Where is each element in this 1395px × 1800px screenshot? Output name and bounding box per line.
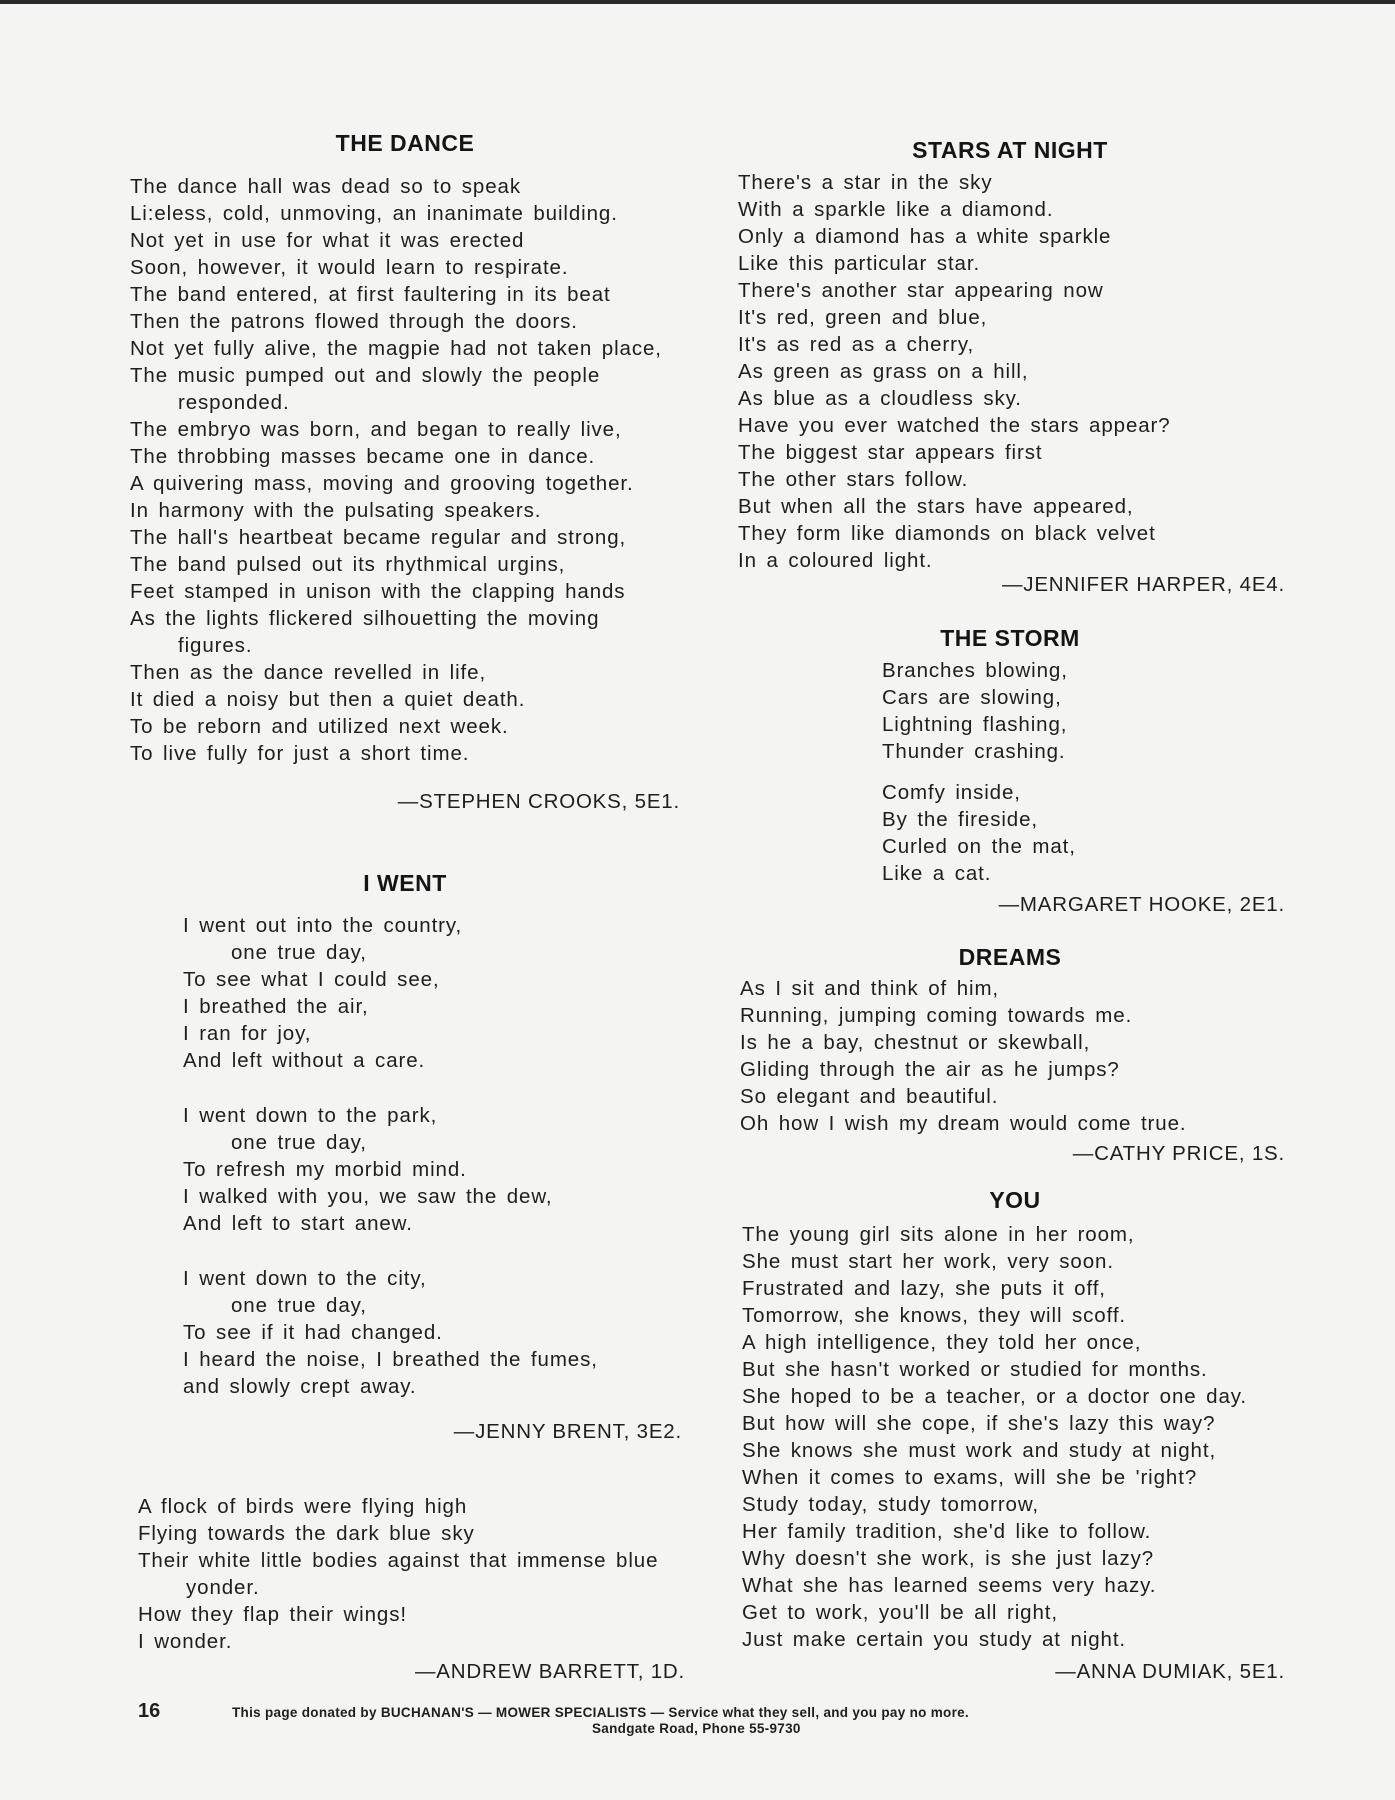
poem-line: I went down to the city, bbox=[183, 1267, 427, 1290]
poem-line: The other stars follow. bbox=[738, 468, 969, 491]
poem-line: As blue as a cloudless sky. bbox=[738, 387, 1022, 410]
poem-birds bbox=[138, 1493, 698, 1655]
poem-line: She knows she must work and study at night, bbox=[742, 1439, 1217, 1462]
poem-author: —STEPHEN CROOKS, 5E1. bbox=[397, 790, 680, 813]
poem-line: And left without a care. bbox=[183, 1049, 426, 1072]
poem-line: Comfy inside, bbox=[882, 781, 1021, 804]
poem-line: And left to start anew. bbox=[183, 1212, 413, 1235]
poem-line: It's as red as a cherry, bbox=[738, 333, 975, 356]
poem-line: Curled on the mat, bbox=[882, 835, 1076, 858]
poem-title: THE STORM bbox=[940, 625, 1080, 651]
poem-line: Just make certain you study at night. bbox=[742, 1628, 1127, 1651]
poem-line: In a coloured light. bbox=[738, 549, 933, 572]
poem-line: I walked with you, we saw the dew, bbox=[183, 1185, 553, 1208]
poem-line: Not yet fully alive, the magpie had not taken place, bbox=[130, 337, 662, 360]
poem-line: How they flap their wings! bbox=[138, 1603, 407, 1626]
poem-line: There's another star appearing now bbox=[738, 279, 1104, 302]
poem-line: Branches blowing, bbox=[882, 659, 1068, 682]
poem-author: —JENNIFER HARPER, 4E4. bbox=[1001, 573, 1285, 596]
poem-line: Then as the dance revelled in life, bbox=[130, 661, 487, 684]
poem-line: So elegant and beautiful. bbox=[740, 1085, 999, 1108]
poem-title: STARS AT NIGHT bbox=[912, 137, 1108, 163]
poem-stars-at-night bbox=[738, 169, 1298, 574]
poem-line: Feet stamped in unison with the clapping hands bbox=[130, 580, 626, 603]
poem-line: Soon, however, it would learn to respirate. bbox=[130, 256, 569, 279]
page-number: 16 bbox=[138, 1700, 161, 1722]
poem-line: Like a cat. bbox=[882, 862, 992, 885]
poem-line: Gliding through the air as he jumps? bbox=[740, 1058, 1120, 1081]
poem-author: —JENNY BRENT, 3E2. bbox=[453, 1420, 682, 1443]
poem-author: —CATHY PRICE, 1S. bbox=[1072, 1142, 1285, 1165]
poem-title: I WENT bbox=[363, 870, 447, 896]
poem-line: Have you ever watched the stars appear? bbox=[738, 414, 1171, 437]
poem-line: I went down to the park, bbox=[183, 1104, 438, 1127]
poem-line: But when all the stars have appeared, bbox=[738, 495, 1134, 518]
poem-line: The dance hall was dead so to speak bbox=[130, 175, 521, 198]
poem-line: Oh how I wish my dream would come true. bbox=[740, 1112, 1187, 1135]
poem-line: Her family tradition, she'd like to follow. bbox=[742, 1520, 1152, 1543]
poem-i-went bbox=[183, 912, 703, 1400]
poem-line: I wonder. bbox=[138, 1630, 233, 1653]
poem-line: The music pumped out and slowly the people bbox=[130, 364, 601, 387]
poem-line: one true day, bbox=[231, 1294, 367, 1317]
top-border bbox=[0, 0, 1395, 4]
poem-line: The throbbing masses became one in dance. bbox=[130, 445, 596, 468]
poem-line: Not yet in use for what it was erected bbox=[130, 229, 525, 252]
poem-line: Study today, study tomorrow, bbox=[742, 1493, 1040, 1516]
poem-line: To live fully for just a short time. bbox=[130, 742, 470, 765]
poem-line: one true day, bbox=[231, 1131, 367, 1154]
poem-line: As the lights flickered silhouetting the moving bbox=[130, 607, 600, 630]
poem-line: To be reborn and utilized next week. bbox=[130, 715, 509, 738]
poem-line: I heard the noise, I breathed the fumes, bbox=[183, 1348, 598, 1371]
poem-line: Flying towards the dark blue sky bbox=[138, 1522, 475, 1545]
poem-author: —ANNA DUMIAK, 5E1. bbox=[1055, 1660, 1285, 1683]
poem-line: A high intelligence, they told her once, bbox=[742, 1331, 1142, 1354]
poem-line: She hoped to be a teacher, or a doctor one day. bbox=[742, 1385, 1248, 1408]
poem-line: Only a diamond has a white sparkle bbox=[738, 225, 1112, 248]
poem-line: and slowly crept away. bbox=[183, 1375, 417, 1398]
poem-title: THE DANCE bbox=[335, 130, 475, 156]
poem-line: When it comes to exams, will she be 'right? bbox=[742, 1466, 1198, 1489]
footer-donation: This page donated by BUCHANAN'S — MOWER SPECIALISTS — Service what they sell, and you pay no more. bbox=[232, 1705, 969, 1720]
poem-line: figures. bbox=[178, 634, 253, 657]
poem-line: The embryo was born, and began to really live, bbox=[130, 418, 622, 441]
poem-line: With a sparkle like a diamond. bbox=[738, 198, 1054, 221]
poem-line: Li:eless, cold, unmoving, an inanimate building. bbox=[130, 202, 618, 225]
poem-line: Cars are slowing, bbox=[882, 686, 1062, 709]
poem-line: A quivering mass, moving and grooving together. bbox=[130, 472, 634, 495]
poem-line: Then the patrons flowed through the doors. bbox=[130, 310, 578, 333]
poem-line: Thunder crashing. bbox=[882, 740, 1066, 763]
poem-line: It's red, green and blue, bbox=[738, 306, 988, 329]
poem-line: The hall's heartbeat became regular and strong, bbox=[130, 526, 627, 549]
poem-line: yonder. bbox=[186, 1576, 260, 1599]
poem-title: YOU bbox=[989, 1187, 1041, 1213]
poem-line: Like this particular star. bbox=[738, 252, 981, 275]
poem-line: To see if it had changed. bbox=[183, 1321, 443, 1344]
poem-author: —MARGARET HOOKE, 2E1. bbox=[998, 893, 1285, 916]
poem-line: one true day, bbox=[231, 941, 367, 964]
poem-line: I breathed the air, bbox=[183, 995, 369, 1018]
poem-line: As I sit and think of him, bbox=[740, 977, 1000, 1000]
poem-line: There's a star in the sky bbox=[738, 171, 993, 194]
poem-line: But how will she cope, if she's lazy this way? bbox=[742, 1412, 1216, 1435]
poem-line: I went out into the country, bbox=[183, 914, 463, 937]
poem-line: Frustrated and lazy, she puts it off, bbox=[742, 1277, 1106, 1300]
poem-line: Their white little bodies against that immense blue bbox=[138, 1549, 659, 1572]
poem-line: She must start her work, very soon. bbox=[742, 1250, 1114, 1273]
poem-line: Lightning flashing, bbox=[882, 713, 1068, 736]
poem-line: What she has learned seems very hazy. bbox=[742, 1574, 1157, 1597]
poem-line: responded. bbox=[178, 391, 290, 414]
poem-line: Why doesn't she work, is she just lazy? bbox=[742, 1547, 1155, 1570]
poem-line: But she hasn't worked or studied for months. bbox=[742, 1358, 1208, 1381]
poem-line: Running, jumping coming towards me. bbox=[740, 1004, 1133, 1027]
poem-line: In harmony with the pulsating speakers. bbox=[130, 499, 542, 522]
poem-title: DREAMS bbox=[958, 944, 1062, 970]
poem-line: The young girl sits alone in her room, bbox=[742, 1223, 1135, 1246]
poem-author: —ANDREW BARRETT, 1D. bbox=[415, 1660, 685, 1683]
poem-line: Is he a bay, chestnut or skewball, bbox=[740, 1031, 1091, 1054]
poem-line: Get to work, you'll be all right, bbox=[742, 1601, 1058, 1624]
poem-the-storm bbox=[882, 657, 1242, 887]
footer-address: Sandgate Road, Phone 55-9730 bbox=[592, 1721, 801, 1736]
poem-line: A flock of birds were flying high bbox=[138, 1495, 468, 1518]
poem-line: It died a noisy but then a quiet death. bbox=[130, 688, 526, 711]
poem-line: To see what I could see, bbox=[183, 968, 440, 991]
poem-line: I ran for joy, bbox=[183, 1022, 312, 1045]
poem-line: To refresh my morbid mind. bbox=[183, 1158, 467, 1181]
poem-line: Tomorrow, she knows, they will scoff. bbox=[742, 1304, 1127, 1327]
poem-dreams bbox=[740, 975, 1300, 1137]
poem-you bbox=[742, 1221, 1322, 1653]
poem-line: As green as grass on a hill, bbox=[738, 360, 1029, 383]
poem-line: The biggest star appears first bbox=[738, 441, 1043, 464]
poem-line: By the fireside, bbox=[882, 808, 1038, 831]
poem-line: They form like diamonds on black velvet bbox=[738, 522, 1156, 545]
poem-line: The band entered, at first faultering in its beat bbox=[130, 283, 611, 306]
poem-line: The band pulsed out its rhythmical urgins, bbox=[130, 553, 566, 576]
